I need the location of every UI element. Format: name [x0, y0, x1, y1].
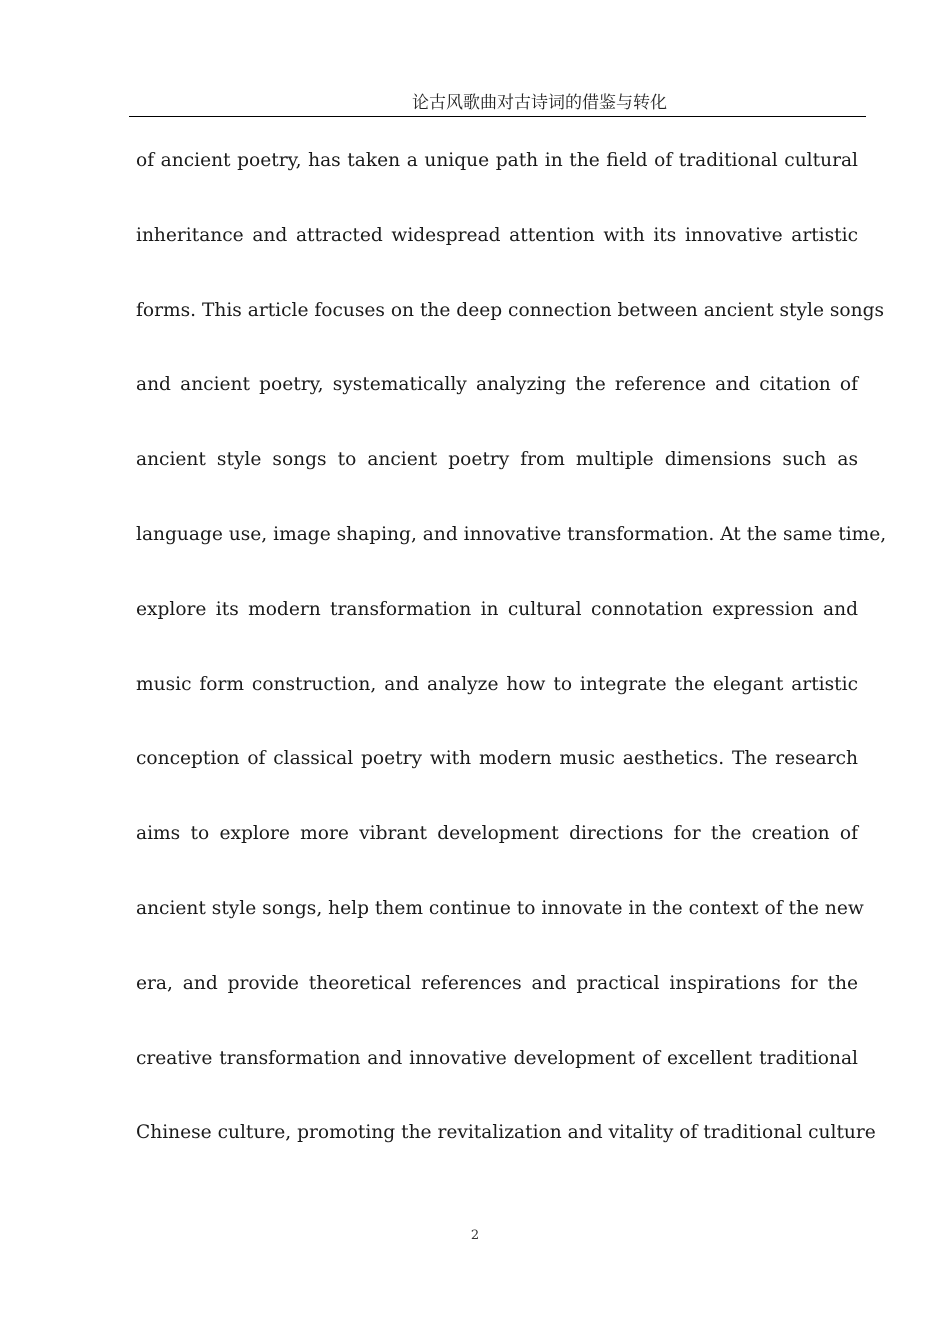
text-line: Chinese culture, promoting the revitalization and vitality of traditional culture [136, 1122, 876, 1144]
text-line: ancient style songs, help them continue to innovate in the context of the new [136, 897, 864, 919]
text-line: music form construction, and analyze how to integrate the elegant artistic [136, 673, 858, 695]
text-line: conception of classical poetry with modern music aesthetics. The research [136, 748, 858, 770]
text-line: inheritance and attracted widespread attention with its innovative artistic [136, 224, 858, 246]
header-title: 论古风歌曲对古诗词的借鉴与转化 [412, 93, 667, 113]
text-line: forms. This article focuses on the deep connection between ancient style songs [136, 299, 885, 321]
text-line: aims to explore more vibrant development directions for the creation of [136, 823, 858, 845]
body-text [136, 136, 887, 1183]
page-number: 2 [470, 1228, 480, 1243]
text-line: explore its modern transformation in cultural connotation expression and [136, 598, 858, 620]
text-line: creative transformation and innovative development of excellent traditional [136, 1047, 858, 1069]
text-line: ancient style songs to ancient poetry from multiple dimensions such as [136, 449, 858, 471]
text-line: language use, image shaping, and innovative transformation. At the same time, [136, 523, 887, 545]
text-line: era, and provide theoretical references and practical inspirations for the [136, 972, 858, 994]
text-line: of ancient poetry, has taken a unique path in the field of traditional cultural [136, 150, 858, 171]
text-line: and ancient poetry, systematically analyzing the reference and citation of [136, 374, 858, 396]
page-header [129, 90, 866, 117]
